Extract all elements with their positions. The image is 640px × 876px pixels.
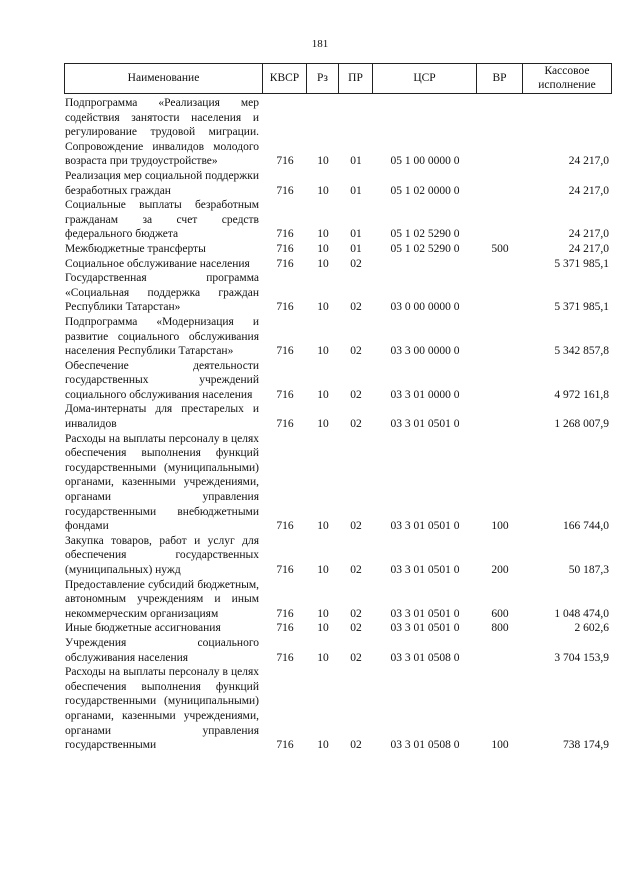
row-amount: 166 744,0: [563, 520, 609, 533]
row-name: Предоставление субсидий бюджетным, автономным учреждениям и иным некоммерческим организациям: [65, 578, 259, 620]
row-amount: 5 371 985,1: [554, 301, 609, 314]
row-csr: 03 0 00 0000 0: [390, 301, 460, 314]
row-amount: 2 602,6: [574, 622, 609, 635]
row-pr: 02: [350, 622, 362, 635]
row-amount: 24 217,0: [568, 242, 609, 255]
row-name: Дома-интернаты для престарелых и инвалидов: [65, 403, 259, 431]
row-pr: 02: [350, 418, 362, 431]
row-csr: 05 1 02 5290 0: [390, 228, 460, 241]
row-rz: 10: [317, 345, 329, 358]
row-rz: 10: [317, 242, 329, 255]
table-row: [65, 271, 613, 315]
table-row: [65, 402, 613, 431]
row-csr: 05 1 02 0000 0: [390, 184, 460, 197]
row-name: Подпрограмма «Модернизация и развитие социального обслуживания населения Республики Татарстан»: [65, 315, 259, 358]
row-kvsr: 716: [276, 257, 294, 270]
row-name: Расходы на выплаты персоналу в целях обеспечения выполнения функций государственными (муниципальными) органами, казенными учреждениями, органами управления государственными: [65, 666, 259, 752]
row-kvsr: 716: [276, 651, 294, 664]
header-kvsr: КВСР: [263, 64, 307, 93]
row-pr: 02: [350, 607, 362, 620]
row-kvsr: 716: [276, 418, 294, 431]
row-vr: 100: [491, 739, 509, 752]
row-rz: 10: [317, 564, 329, 576]
row-name: Подпрограмма «Реализация мер содействия занятости населения и регулирование трудовой миграции. Сопровождение инвалидов молодого возраста при трудоустройстве»: [65, 97, 259, 168]
row-csr: 03 3 01 0000 0: [390, 388, 460, 401]
table-body: [65, 96, 613, 753]
row-name: Обеспечение деятельности государственных учреждений социального обслуживания населения: [65, 359, 259, 401]
row-rz: 10: [317, 155, 329, 168]
header-pr: ПР: [339, 64, 373, 93]
row-kvsr: 716: [276, 564, 294, 576]
row-kvsr: 716: [276, 345, 294, 358]
row-csr: 03 3 01 0508 0: [390, 739, 460, 752]
table-row: [65, 169, 613, 198]
row-pr: 02: [350, 301, 362, 314]
table-row: [65, 257, 613, 272]
row-vr: 100: [491, 520, 509, 533]
row-csr: 03 3 01 0501 0: [390, 520, 460, 533]
row-name: Социальные выплаты безработным гражданам за счет средств федерального бюджета: [65, 199, 259, 241]
row-amount: 24 217,0: [568, 228, 609, 241]
row-pr: 02: [350, 388, 362, 401]
row-rz: 10: [317, 739, 329, 752]
row-amount: 24 217,0: [568, 184, 609, 197]
row-kvsr: 716: [276, 301, 294, 314]
row-name: Социальное обслуживание населения: [65, 257, 250, 270]
row-name: Реализация мер социальной поддержки безработных граждан: [65, 169, 259, 197]
row-amount: 50 187,3: [568, 564, 609, 576]
row-pr: 01: [350, 242, 362, 255]
row-csr: 03 3 01 0508 0: [390, 651, 460, 664]
row-amount: 5 371 985,1: [554, 257, 609, 270]
table-row: [65, 636, 613, 665]
row-pr: 02: [350, 651, 362, 664]
row-vr: 800: [491, 622, 509, 635]
header-amount: Кассовое исполнение: [538, 65, 596, 91]
table-row: [65, 359, 613, 403]
row-rz: 10: [317, 257, 329, 270]
row-csr: 03 3 00 0000 0: [390, 345, 460, 358]
row-rz: 10: [317, 184, 329, 197]
row-name: Учреждения социального обслуживания населения: [65, 636, 259, 664]
header-rz: Рз: [307, 64, 339, 93]
row-pr: 01: [350, 184, 362, 197]
row-pr: 02: [350, 257, 362, 270]
row-rz: 10: [317, 651, 329, 664]
table-row: [65, 621, 613, 636]
row-kvsr: 716: [276, 739, 294, 752]
row-csr: 03 3 01 0501 0: [390, 418, 460, 431]
table-row: [65, 578, 613, 622]
table-row: [65, 432, 613, 534]
row-csr: 05 1 00 0000 0: [390, 155, 460, 168]
row-name: Иные бюджетные ассигнования: [65, 622, 221, 635]
row-amount: 1 048 474,0: [554, 607, 609, 620]
row-rz: 10: [317, 607, 329, 620]
table-row: [65, 198, 613, 242]
row-amount: 4 972 161,8: [554, 388, 609, 401]
header-vr: ВР: [477, 64, 523, 93]
row-vr: 600: [491, 607, 509, 620]
row-pr: 02: [350, 345, 362, 358]
row-kvsr: 716: [276, 242, 294, 255]
row-rz: 10: [317, 388, 329, 401]
table-row: [65, 242, 613, 257]
table-row: [65, 315, 613, 359]
row-kvsr: 716: [276, 622, 294, 635]
row-kvsr: 716: [276, 520, 294, 533]
row-amount: 5 342 857,8: [554, 345, 609, 358]
row-pr: 01: [350, 155, 362, 168]
row-name: Расходы на выплаты персоналу в целях обеспечения выполнения функций государственными (муниципальными) органами, казенными учреждениями, органами управления государственными внебюджетными фондами: [65, 432, 259, 533]
table-row: [65, 96, 613, 169]
row-vr: 500: [491, 242, 509, 255]
row-rz: 10: [317, 228, 329, 241]
row-amount: 24 217,0: [568, 155, 609, 168]
row-kvsr: 716: [276, 155, 294, 168]
table-row: [65, 534, 613, 578]
header-csr: ЦСР: [373, 64, 477, 93]
row-csr: 05 1 02 5290 0: [390, 242, 460, 255]
header-name: Наименование: [65, 64, 263, 93]
row-kvsr: 716: [276, 607, 294, 620]
row-amount: 1 268 007,9: [554, 418, 609, 431]
row-rz: 10: [317, 520, 329, 533]
row-name: Государственная программа «Социальная поддержка граждан Республики Татарстан»: [65, 272, 259, 314]
row-pr: 02: [350, 564, 362, 576]
table-header: [64, 63, 612, 94]
row-csr: 03 3 01 0501 0: [390, 607, 460, 620]
table-row: [65, 665, 613, 753]
row-vr: 200: [491, 564, 509, 576]
row-rz: 10: [317, 418, 329, 431]
row-kvsr: 716: [276, 228, 294, 241]
page-number: 181: [311, 38, 329, 50]
row-rz: 10: [317, 622, 329, 635]
row-amount: 738 174,9: [563, 739, 609, 752]
row-csr: 03 3 01 0501 0: [390, 564, 460, 576]
row-pr: 02: [350, 739, 362, 752]
row-kvsr: 716: [276, 184, 294, 197]
row-amount: 3 704 153,9: [554, 651, 609, 664]
row-kvsr: 716: [276, 388, 294, 401]
row-rz: 10: [317, 301, 329, 314]
row-pr: 01: [350, 228, 362, 241]
row-csr: 03 3 01 0501 0: [390, 622, 460, 635]
row-pr: 02: [350, 520, 362, 533]
row-name: Закупка товаров, работ и услуг для обеспечения государственных (муниципальных) нужд: [65, 534, 259, 576]
row-name: Межбюджетные трансферты: [65, 242, 206, 255]
